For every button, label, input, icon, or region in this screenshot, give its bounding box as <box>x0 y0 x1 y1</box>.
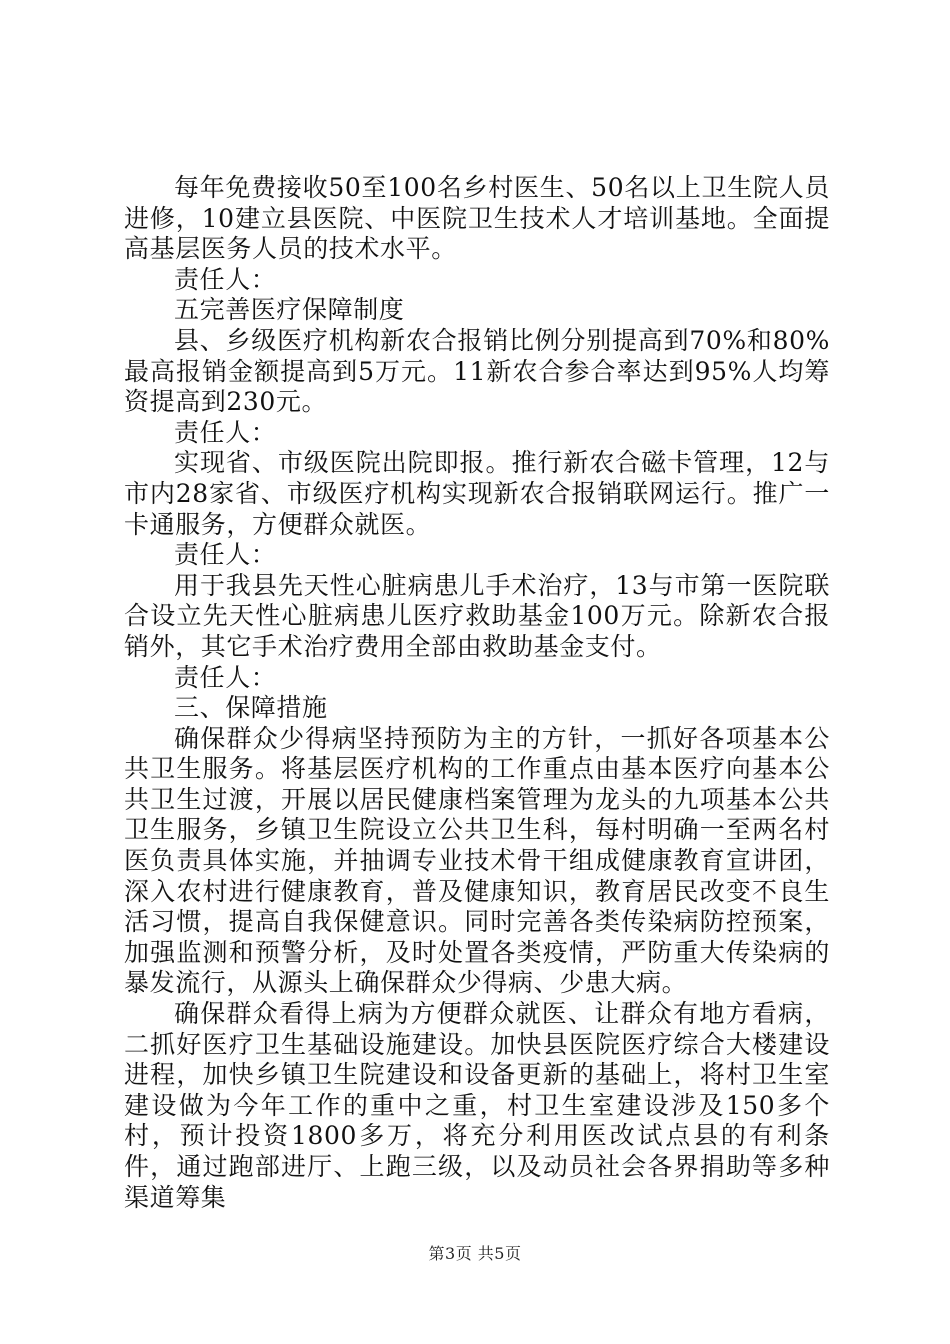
paragraph-responsible-person: 责任人： <box>174 662 277 692</box>
paragraph-training: 每年免费接收50至100名乡村医生、50名以上卫生院人员进修，10建立县医院、中医院卫生技术人才培训基地。全面提高基层医务人员的技术水平。 <box>124 173 830 264</box>
paragraph-reimbursement: 县、乡级医疗机构新农合报销比例分别提高到70%和80%最高报销金额提高到5万元。11新农合参合率达到95%人均筹资提高到230元。 <box>124 325 830 417</box>
paragraph-heart-disease-fund: 用于我县先天性心脏病患儿手术治疗，13与市第一医院联合设立先天性心脏病患儿医疗救助基金100万元。除新农合报销外，其它手术治疗费用全部由救助基金支付。 <box>124 570 830 661</box>
paragraph-instant-settlement: 实现省、市级医院出院即报。推行新农合磁卡管理，12与市内28家省、市级医疗机构实现新农合报销联网运行。推广一卡通服务，方便群众就医。 <box>124 448 830 539</box>
paragraph-responsible-person: 责任人： <box>174 264 277 294</box>
section-heading-safeguards: 三、保障措施 <box>174 693 328 723</box>
paragraph-infrastructure: 确保群众看得上病为方便群众就医、让群众有地方看病，二抓好医疗卫生基础设施建设。加快县医院医疗综合大楼建设进程，加快乡镇卫生院建设和设备更新的基础上，将村卫生室建设做为今年工作的重中之重，村卫生室建设涉及150多个村，预计投资1800多万，将充分利用医改试点县的有利条件，通过跑部进厅、上跑三级，以及动员社会各界捐助等多种渠道筹集 <box>124 999 830 1212</box>
document-body <box>124 173 830 1213</box>
section-heading-medical-insurance: 五完善医疗保障制度 <box>174 295 405 325</box>
paragraph-responsible-person: 责任人： <box>174 540 277 570</box>
paragraph-responsible-person: 责任人： <box>174 417 277 447</box>
page-number-footer: 第3页 共5页 <box>428 1244 522 1263</box>
paragraph-public-health: 确保群众少得病坚持预防为主的方针，一抓好各项基本公共卫生服务。将基层医疗机构的工作重点由基本医疗向基本公共卫生过渡，开展以居民健康档案管理为龙头的九项基本公共卫生服务，乡镇卫生院设立公共卫生科，每村明确一至两名村医负责具体实施，并抽调专业技术骨干组成健康教育宣讲团，深入农村进行健康教育，普及健康知识，教育居民改变不良生活习惯，提高自我保健意识。同时完善各类传染病防控预案，加强监测和预警分析，及时处置各类疫情，严防重大传染病的暴发流行，从源头上确保群众少得病、少患大病。 <box>124 723 830 998</box>
